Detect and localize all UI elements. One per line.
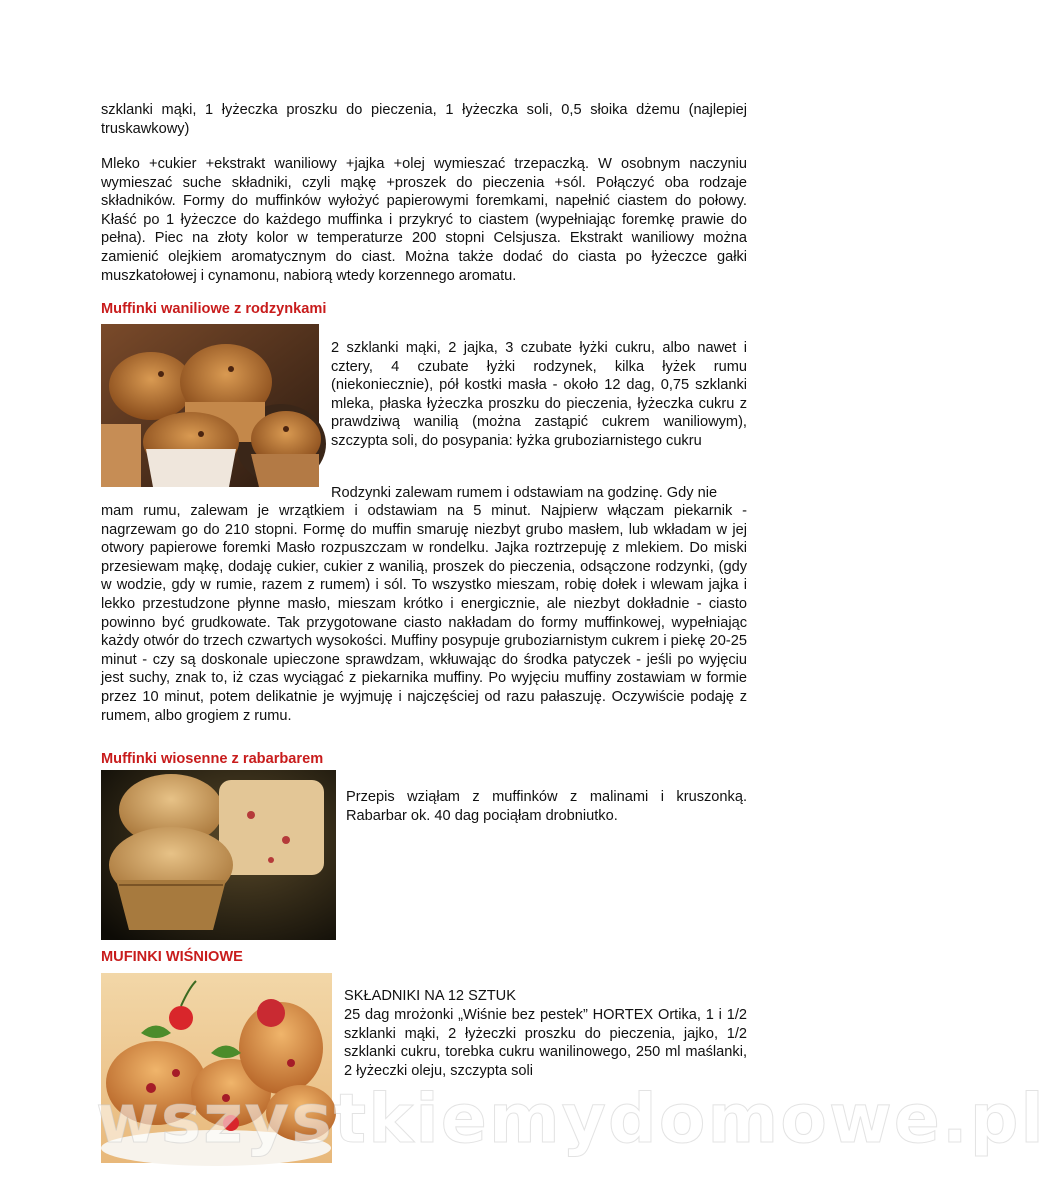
vanilla-method: mam rumu, zalewam je wrzątkiem i odstawiam na 5 minut. Najpierw włączam piekarnik - nagrzewam go do 210 stopni. Formę do muffin smaruję niezbyt grubo masłem, lub wkładam w jej otwory papierowe foremki Masło rozpuszczam w rondelku. Jajka roztrzepuję z mlekiem. Do miski przesiewam mąkę, dodaję cukier, cukier z wanilią, proszek do pieczenia, odsączone rodzynki, (gdy w wodzie, gdy w rumie, razem z rumem) i sól. To wszystko mieszam, robię dołek i wlewam jajka i lekko przestudzone płynne masło, mieszam krótko i energicznie, ale niezbyt dokładnie - ciasto powinno być grudkowate. Tak przygotowane ciasto nakładam do formy muffinkowej, wypełniając każdy otwór do trzech czwartych wysokości. Muffiny posypuje gruboziarnistym cukrem i piekę 20-25 minut - czy są doskonale upieczone sprawdzam, wkłuwając do środka patyczek - jeśli po wyjęciu jest suchy, znak to, iż czas wyciągać z piekarnika muffiny. Po wyjęciu muffiny zostawiam w formie przez 10 minut, potem delikatnie je wyjmuję i najczęściej od razu pałaszuję. Oczywiście podaję z rumem, albo grogiem z rumu.	[101, 503, 747, 724]
intro-method: Mleko +cukier +ekstrakt waniliowy +jajka +olej wymieszać trzepaczką. W osobnym naczyniu wymieszać suche składniki, czyli mąkę +proszek do pieczenia +sól. Połączyć oba rodzaje składników. Formy do muffinków wyłożyć papierowymi foremkami, napełnić ciastem do połowy. Kłaść po 1 łyżeczce do każdego muffinka i przykryć to ciastem (wypełniając foremkę prawie do pełna). Piec na złoty kolor w temperaturze 200 stopni Celsjusza. Ekstrakt waniliowy można zamienić olejkiem aromatycznym do ciast. Można także dodać do ciasta po łyżeczce gałki muszkatołowej i cynamonu, nabiorą wtedy korzennego aromatu.	[101, 156, 747, 284]
cherry-ingredients-header: SKŁADNIKI NA 12 SZTUK	[344, 988, 516, 1004]
recipe-title-cherry: MUFINKI WIŚNIOWE	[101, 949, 243, 965]
intro-ingredients: szklanki mąki, 1 łyżeczka proszku do pieczenia, 1 łyżeczka soli, 0,5 słoika dżemu (najlepiej truskawkowy)	[101, 102, 747, 137]
rhubarb-muffins-photo	[101, 770, 336, 940]
rhubarb-text: Przepis wziąłam z muffinków z malinami i kruszonką. Rabarbar ok. 40 dag pociąłam drobniutko.	[346, 789, 747, 824]
recipe-title-vanilla-raisin: Muffinki waniliowe z rodzynkami	[101, 301, 327, 317]
recipe-title-rhubarb: Muffinki wiosenne z rabarbarem	[101, 751, 324, 767]
watermark: wszystkiemydomowe.pl	[96, 1080, 1046, 1159]
vanilla-muffins-photo	[101, 324, 319, 487]
vanilla-ingredients: 2 szklanki mąki, 2 jajka, 3 czubate łyżki cukru, albo nawet i cztery, 4 czubate łyżki rodzynek, kilka łyżek rumu (niekoniecznie), pół kostki masła - około 12 dag, 0,75 szklanki mleka, płaska łyżeczka proszku do pieczenia, łyżeczka cukru z prawdziwą wanilią (można zastąpić cukrem waniliowym), szczypta soli, do posypania: łyżka gruboziarnistego cukru	[331, 340, 747, 449]
cherry-ingredients: 25 dag mrożonki „Wiśnie bez pestek” HORTEX Ortika, 1 i 1/2 szklanki mąki, 2 łyżeczki proszku do pieczenia, jajko, 1/2 szklanki cukru, torebka cukru wanilinowego, 250 ml maślanki, 2 łyżeczki oleju, szczypta soli	[344, 1007, 747, 1079]
vanilla-method-first-line: Rodzynki zalewam rumem i odstawiam na godzinę. Gdy nie	[331, 485, 718, 501]
